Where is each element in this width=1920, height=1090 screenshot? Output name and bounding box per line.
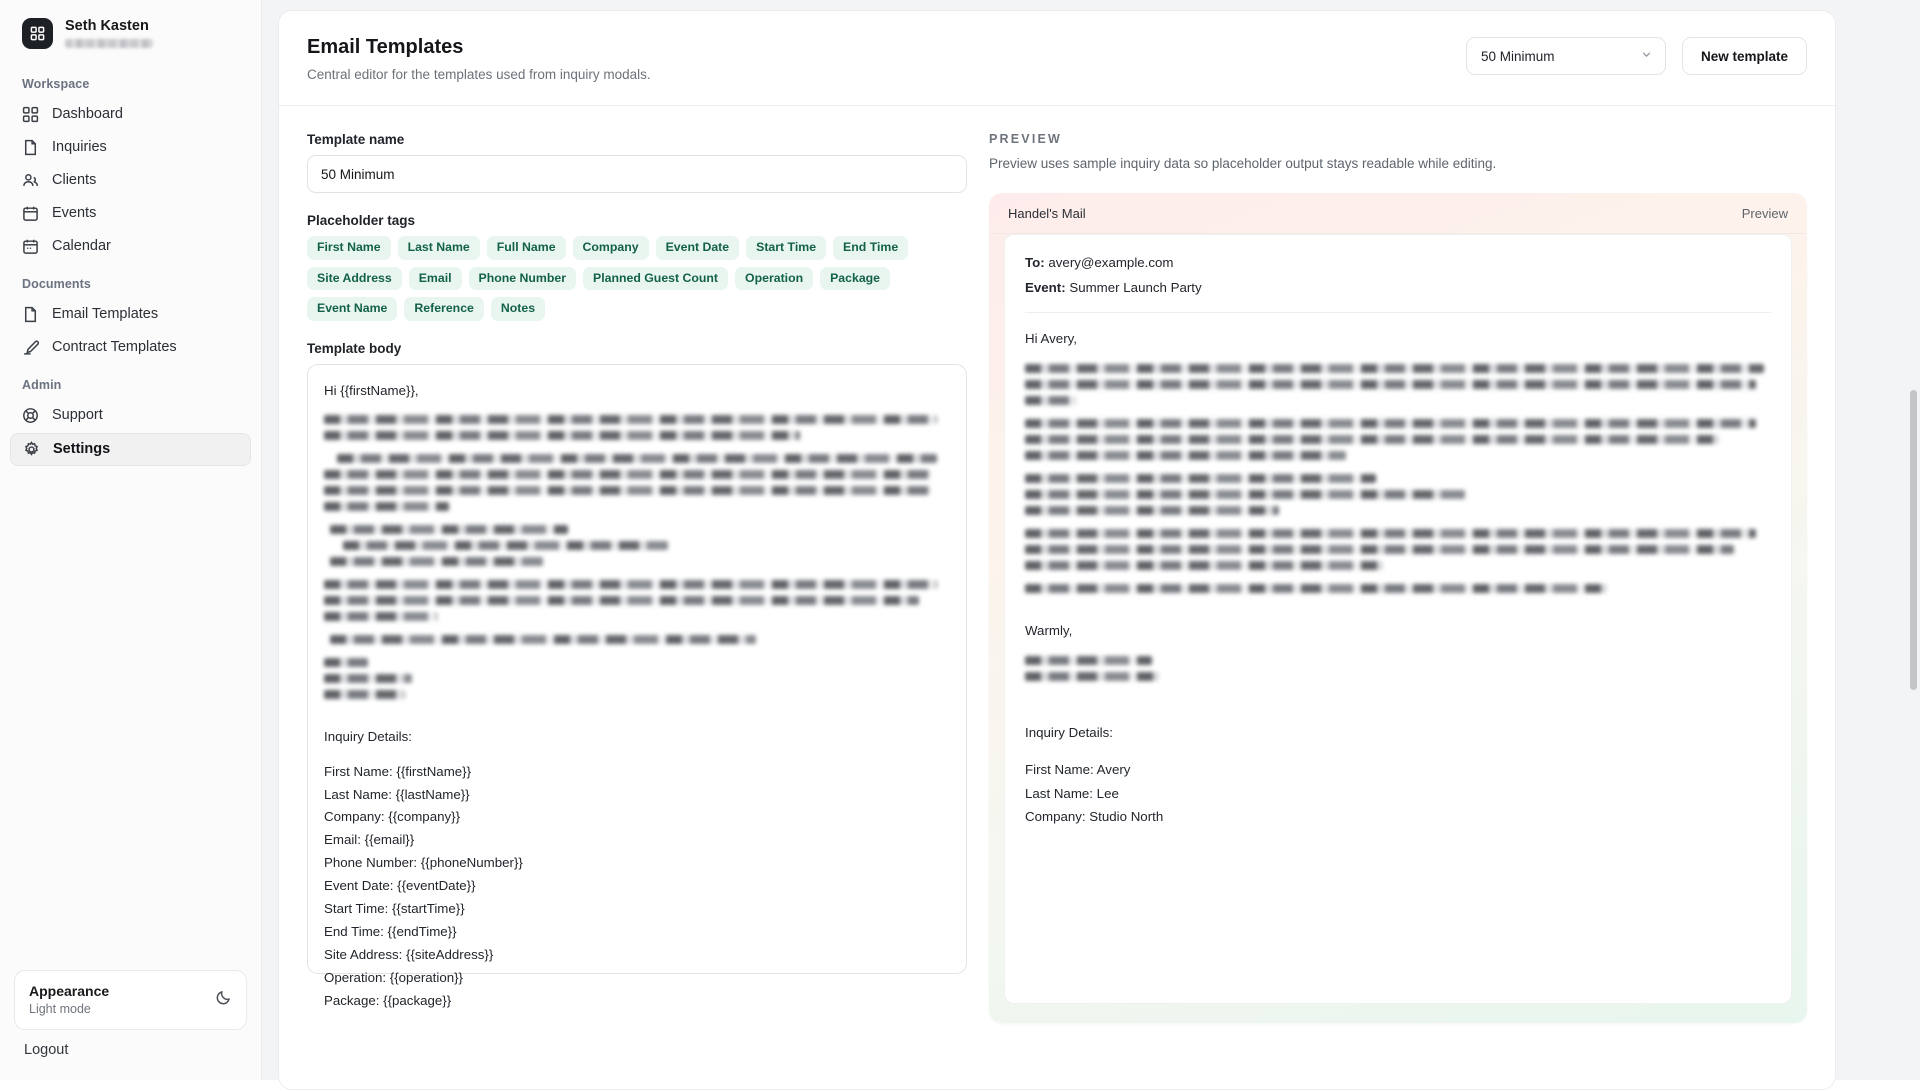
mail-field: Company: Studio North — [1025, 809, 1164, 825]
user-email-masked — [65, 39, 153, 48]
appearance-title: Appearance — [29, 983, 110, 1000]
mail-greeting: Hi Avery, — [1025, 331, 1077, 347]
placeholder-tag[interactable]: Email — [409, 267, 462, 291]
body-field: Site Address: {{siteAddress}} — [324, 947, 494, 963]
sidebar-item-label: Calendar — [52, 238, 111, 255]
placeholder-tag[interactable]: Event Date — [656, 236, 740, 260]
placeholder-tag[interactable]: Operation — [735, 267, 813, 291]
placeholder-tag[interactable]: Notes — [491, 297, 545, 321]
mail-blurred-paragraph — [1025, 529, 1771, 570]
divider — [1025, 312, 1771, 313]
sidebar-item-label: Dashboard — [52, 106, 123, 123]
mail-field: First Name: Avery — [1025, 762, 1131, 778]
mail-to-row — [1025, 253, 1771, 274]
placeholder-tag[interactable]: Reference — [404, 297, 483, 321]
main-content — [262, 0, 1920, 1080]
spacer-2 — [307, 321, 967, 341]
placeholder-tags-list — [307, 236, 967, 321]
user-profile[interactable] — [0, 0, 261, 63]
page-subtitle: Central editor for the templates used from inquiry modals. — [307, 67, 651, 82]
body-blurred-paragraph — [324, 635, 950, 644]
mail-to-label: To: — [1025, 255, 1045, 271]
mail-blurred-paragraph — [1025, 584, 1771, 593]
body-field: Start Time: {{startTime}} — [324, 901, 465, 917]
calendar-days-icon — [22, 238, 39, 255]
moon-icon[interactable] — [215, 989, 232, 1011]
placeholder-tag[interactable]: Company — [573, 236, 649, 260]
mail-preview-body — [1004, 234, 1792, 1004]
placeholder-tag[interactable]: Phone Number — [469, 267, 576, 291]
placeholder-tags-label: Placeholder tags — [307, 213, 416, 229]
editor-column — [307, 132, 967, 1023]
sidebar-item-contract-templates[interactable] — [10, 332, 251, 363]
body-blurred-paragraph — [324, 580, 950, 621]
mail-event-value: Summer Launch Party — [1069, 279, 1202, 295]
sidebar-item-inquiries[interactable] — [10, 132, 251, 163]
body-field: Package: {{package}} — [324, 992, 452, 1008]
sidebar-item-label: Contract Templates — [52, 339, 177, 356]
mail-event-row — [1025, 278, 1771, 299]
placeholder-tag[interactable]: Full Name — [487, 236, 566, 260]
document-icon — [22, 139, 39, 156]
placeholder-tag[interactable]: Event Name — [307, 297, 397, 321]
header-actions — [1466, 35, 1807, 75]
preview-column — [989, 132, 1807, 1023]
sidebar-item-settings[interactable] — [10, 433, 251, 466]
user-name: Seth Kasten — [65, 18, 149, 35]
sidebar — [0, 0, 262, 1080]
nav-section-label-workspace: Workspace — [22, 77, 90, 91]
placeholder-tag[interactable]: Planned Guest Count — [583, 267, 728, 291]
body-blurred-paragraph — [324, 415, 950, 440]
sidebar-item-label: Settings — [53, 441, 111, 458]
life-buoy-icon — [22, 407, 39, 424]
body-field: Email: {{email}} — [324, 832, 415, 848]
body-field: First Name: {{firstName}} — [324, 763, 472, 779]
mail-sign-off: Warmly, — [1025, 623, 1073, 639]
sidebar-item-calendar[interactable] — [10, 231, 251, 262]
chevron-down-icon — [1640, 48, 1653, 64]
sidebar-item-support[interactable] — [10, 400, 251, 431]
sidebar-item-label: Inquiries — [52, 139, 107, 156]
mail-blurred-paragraph — [1025, 419, 1771, 460]
gear-icon — [23, 441, 40, 458]
document-icon — [22, 306, 39, 323]
mail-blurred-paragraph — [1025, 474, 1771, 515]
mail-to-value: avery@example.com — [1048, 255, 1174, 271]
mail-title: Handel's Mail — [1008, 206, 1086, 222]
grid-icon — [22, 106, 39, 123]
placeholder-tag[interactable]: First Name — [307, 236, 391, 260]
placeholder-tag[interactable]: Last Name — [398, 236, 480, 260]
body-field: Last Name: {{lastName}} — [324, 786, 470, 802]
avatar — [22, 18, 53, 49]
preview-action[interactable]: Preview — [1741, 206, 1788, 222]
page-title: Email Templates — [307, 36, 464, 58]
placeholder-tag[interactable]: Start Time — [746, 236, 826, 260]
body-field: End Time: {{endTime}} — [324, 924, 457, 940]
sidebar-item-dashboard[interactable] — [10, 99, 251, 130]
users-icon — [22, 172, 39, 189]
card-header — [279, 11, 1835, 106]
sidebar-item-label: Support — [52, 407, 103, 424]
placeholder-tag[interactable]: Site Address — [307, 267, 402, 291]
page-scrollbar[interactable] — [1910, 0, 1917, 1080]
mail-preview-panel — [989, 193, 1807, 1023]
body-blurred-paragraph — [324, 525, 950, 566]
template-body-label: Template body — [307, 340, 402, 356]
template-select-value: 50 Minimum — [1480, 48, 1555, 64]
body-field: Operation: {{operation}} — [324, 970, 463, 986]
body-field: Company: {{company}} — [324, 809, 461, 825]
placeholder-tag[interactable]: End Time — [833, 236, 908, 260]
sidebar-spacer — [0, 467, 261, 970]
calendar-icon — [22, 205, 39, 222]
body-blurred-paragraph — [324, 454, 950, 511]
appearance-card[interactable] — [14, 970, 247, 1030]
sidebar-item-email-templates[interactable] — [10, 299, 251, 330]
template-select[interactable] — [1466, 37, 1666, 75]
mail-blurred-signature — [1025, 656, 1771, 681]
sidebar-item-label: Events — [52, 205, 97, 222]
spacer-1 — [307, 193, 967, 213]
placeholder-tag[interactable]: Package — [820, 267, 890, 291]
nav-section-label-admin: Admin — [22, 378, 62, 392]
body-greeting: Hi {{firstName}}, — [324, 382, 419, 398]
mail-preview-topbar — [990, 194, 1806, 234]
body-field: Event Date: {{eventDate}} — [324, 878, 476, 894]
mail-event-label: Event: — [1025, 279, 1066, 295]
template-name-input[interactable]: 50 Minimum — [307, 155, 967, 193]
email-templates-card — [278, 10, 1836, 1090]
body-inquiry-details-heading: Inquiry Details: — [324, 728, 412, 744]
new-template-button[interactable]: New template — [1682, 37, 1807, 75]
preview-label: PREVIEW — [989, 132, 1063, 147]
sidebar-item-label: Email Templates — [52, 306, 159, 323]
nav-section-label-documents: Documents — [22, 277, 91, 291]
mail-blurred-paragraph — [1025, 364, 1771, 405]
template-name-label: Template name — [307, 132, 405, 148]
mail-field: Last Name: Lee — [1025, 785, 1119, 801]
appearance-subtitle: Light mode — [29, 1002, 91, 1017]
sidebar-item-events[interactable] — [10, 198, 251, 229]
mail-inquiry-details-heading: Inquiry Details: — [1025, 724, 1113, 740]
file-signature-icon — [22, 339, 39, 356]
body-field: Phone Number: {{phoneNumber}} — [324, 855, 523, 871]
logout-button[interactable]: Logout — [24, 1042, 69, 1058]
template-body-editor[interactable] — [307, 364, 967, 1008]
editor-preview-columns — [279, 106, 1835, 1023]
body-blurred-signature — [324, 658, 950, 699]
sidebar-item-label: Clients — [52, 172, 97, 189]
preview-description: Preview uses sample inquiry data so placeholder output stays readable while editing. — [989, 156, 1497, 172]
sidebar-item-clients[interactable] — [10, 165, 251, 196]
scrollbar-thumb[interactable] — [1910, 390, 1917, 690]
